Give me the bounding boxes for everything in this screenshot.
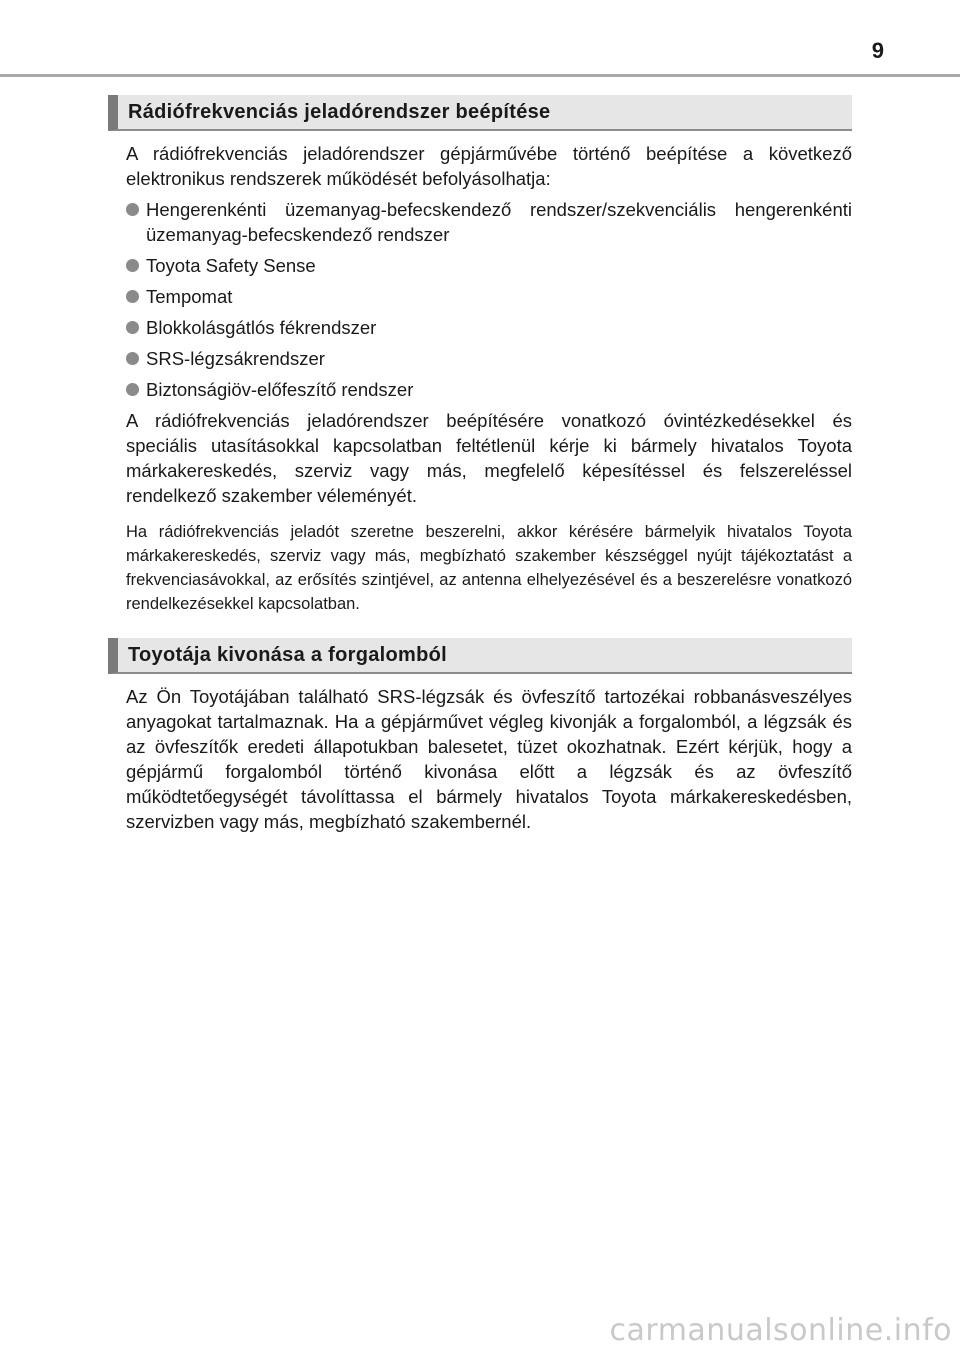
- list-item: Biztonságiöv-előfeszítő rendszer: [126, 377, 852, 402]
- watermark: carmanualsonline.info: [609, 1313, 952, 1348]
- advice-paragraph: A rádiófrekvenciás jeladórendszer beépítésére vonatkozó óvintézkedésekkel és speciális utasításokkal kapcsolatban feltétlenül kérje ki bármely hivatalos Toyota márkakereskedés, szerviz vagy más, megfelelő képesítéssel és felszereléssel rendelkező szakember véleményét.: [126, 410, 852, 506]
- list-item: Tempomat: [126, 284, 852, 309]
- list-item: SRS-légzsákrendszer: [126, 346, 852, 371]
- list-item: Hengerenkénti üzemanyag-befecskendező rendszer/szekvenciális hengerenkénti üzemanyag-befecskendező rendszer: [126, 197, 852, 247]
- intro-paragraph: A rádiófrekvenciás jeladórendszer gépjárművébe történő beépítése a következő elektronikus rendszerek működését befolyásolhatja:: [126, 143, 852, 189]
- list-item: Blokkolásgátlós fékrendszer: [126, 315, 852, 340]
- bullet-icon: [126, 321, 139, 334]
- list-item: Toyota Safety Sense: [126, 253, 852, 278]
- section-header-scrapping: [108, 638, 852, 674]
- note-paragraph: Ha rádiófrekvenciás jeladót szeretne beszerelni, akkor kérésére bármelyik hivatalos Toyota márkakereskedés, szerviz vagy más, megbízható szakember készséggel nyújt tájékoztatást a frekvenciasávokkal, az erősítés szintjével, az antenna elhelyezésével és a beszerelésre vonatkozó rendelkezésekkel kapcsolatban.: [126, 523, 852, 613]
- section-title: Rádiófrekvenciás jeladórendszer beépítése: [128, 101, 551, 123]
- section-title: Toyotája kivonása a forgalomból: [128, 644, 447, 666]
- section-header-radio: [108, 95, 852, 131]
- scrapping-paragraph: Az Ön Toyotájában található SRS-légzsák és övfeszítő tartozékai robbanásveszélyes anyagokat tartalmaznak. Ha a gépjárművet végleg kivonják a forgalomból, a légzsák és az övfeszítők eredeti állapotukban balesetet, tüzet okozhatnak. Ezért kérjük, hogy a gépjármű forgalomból történő kivonása előtt a légzsák és az övfeszítő működtetőegységét távolíttassa el bármely hivatalos Toyota márkakereskedésben, szervizben vagy más, megbízható szakembernél.: [126, 686, 852, 832]
- page-content: [108, 95, 852, 834]
- bullet-icon: [126, 203, 139, 216]
- affected-systems-list: [126, 197, 852, 402]
- bullet-icon: [126, 290, 139, 303]
- bullet-icon: [126, 259, 139, 272]
- bullet-icon: [126, 383, 139, 396]
- top-divider: [0, 74, 960, 77]
- page-number: 9: [871, 38, 884, 63]
- bullet-icon: [126, 352, 139, 365]
- section-spacer: [108, 616, 852, 638]
